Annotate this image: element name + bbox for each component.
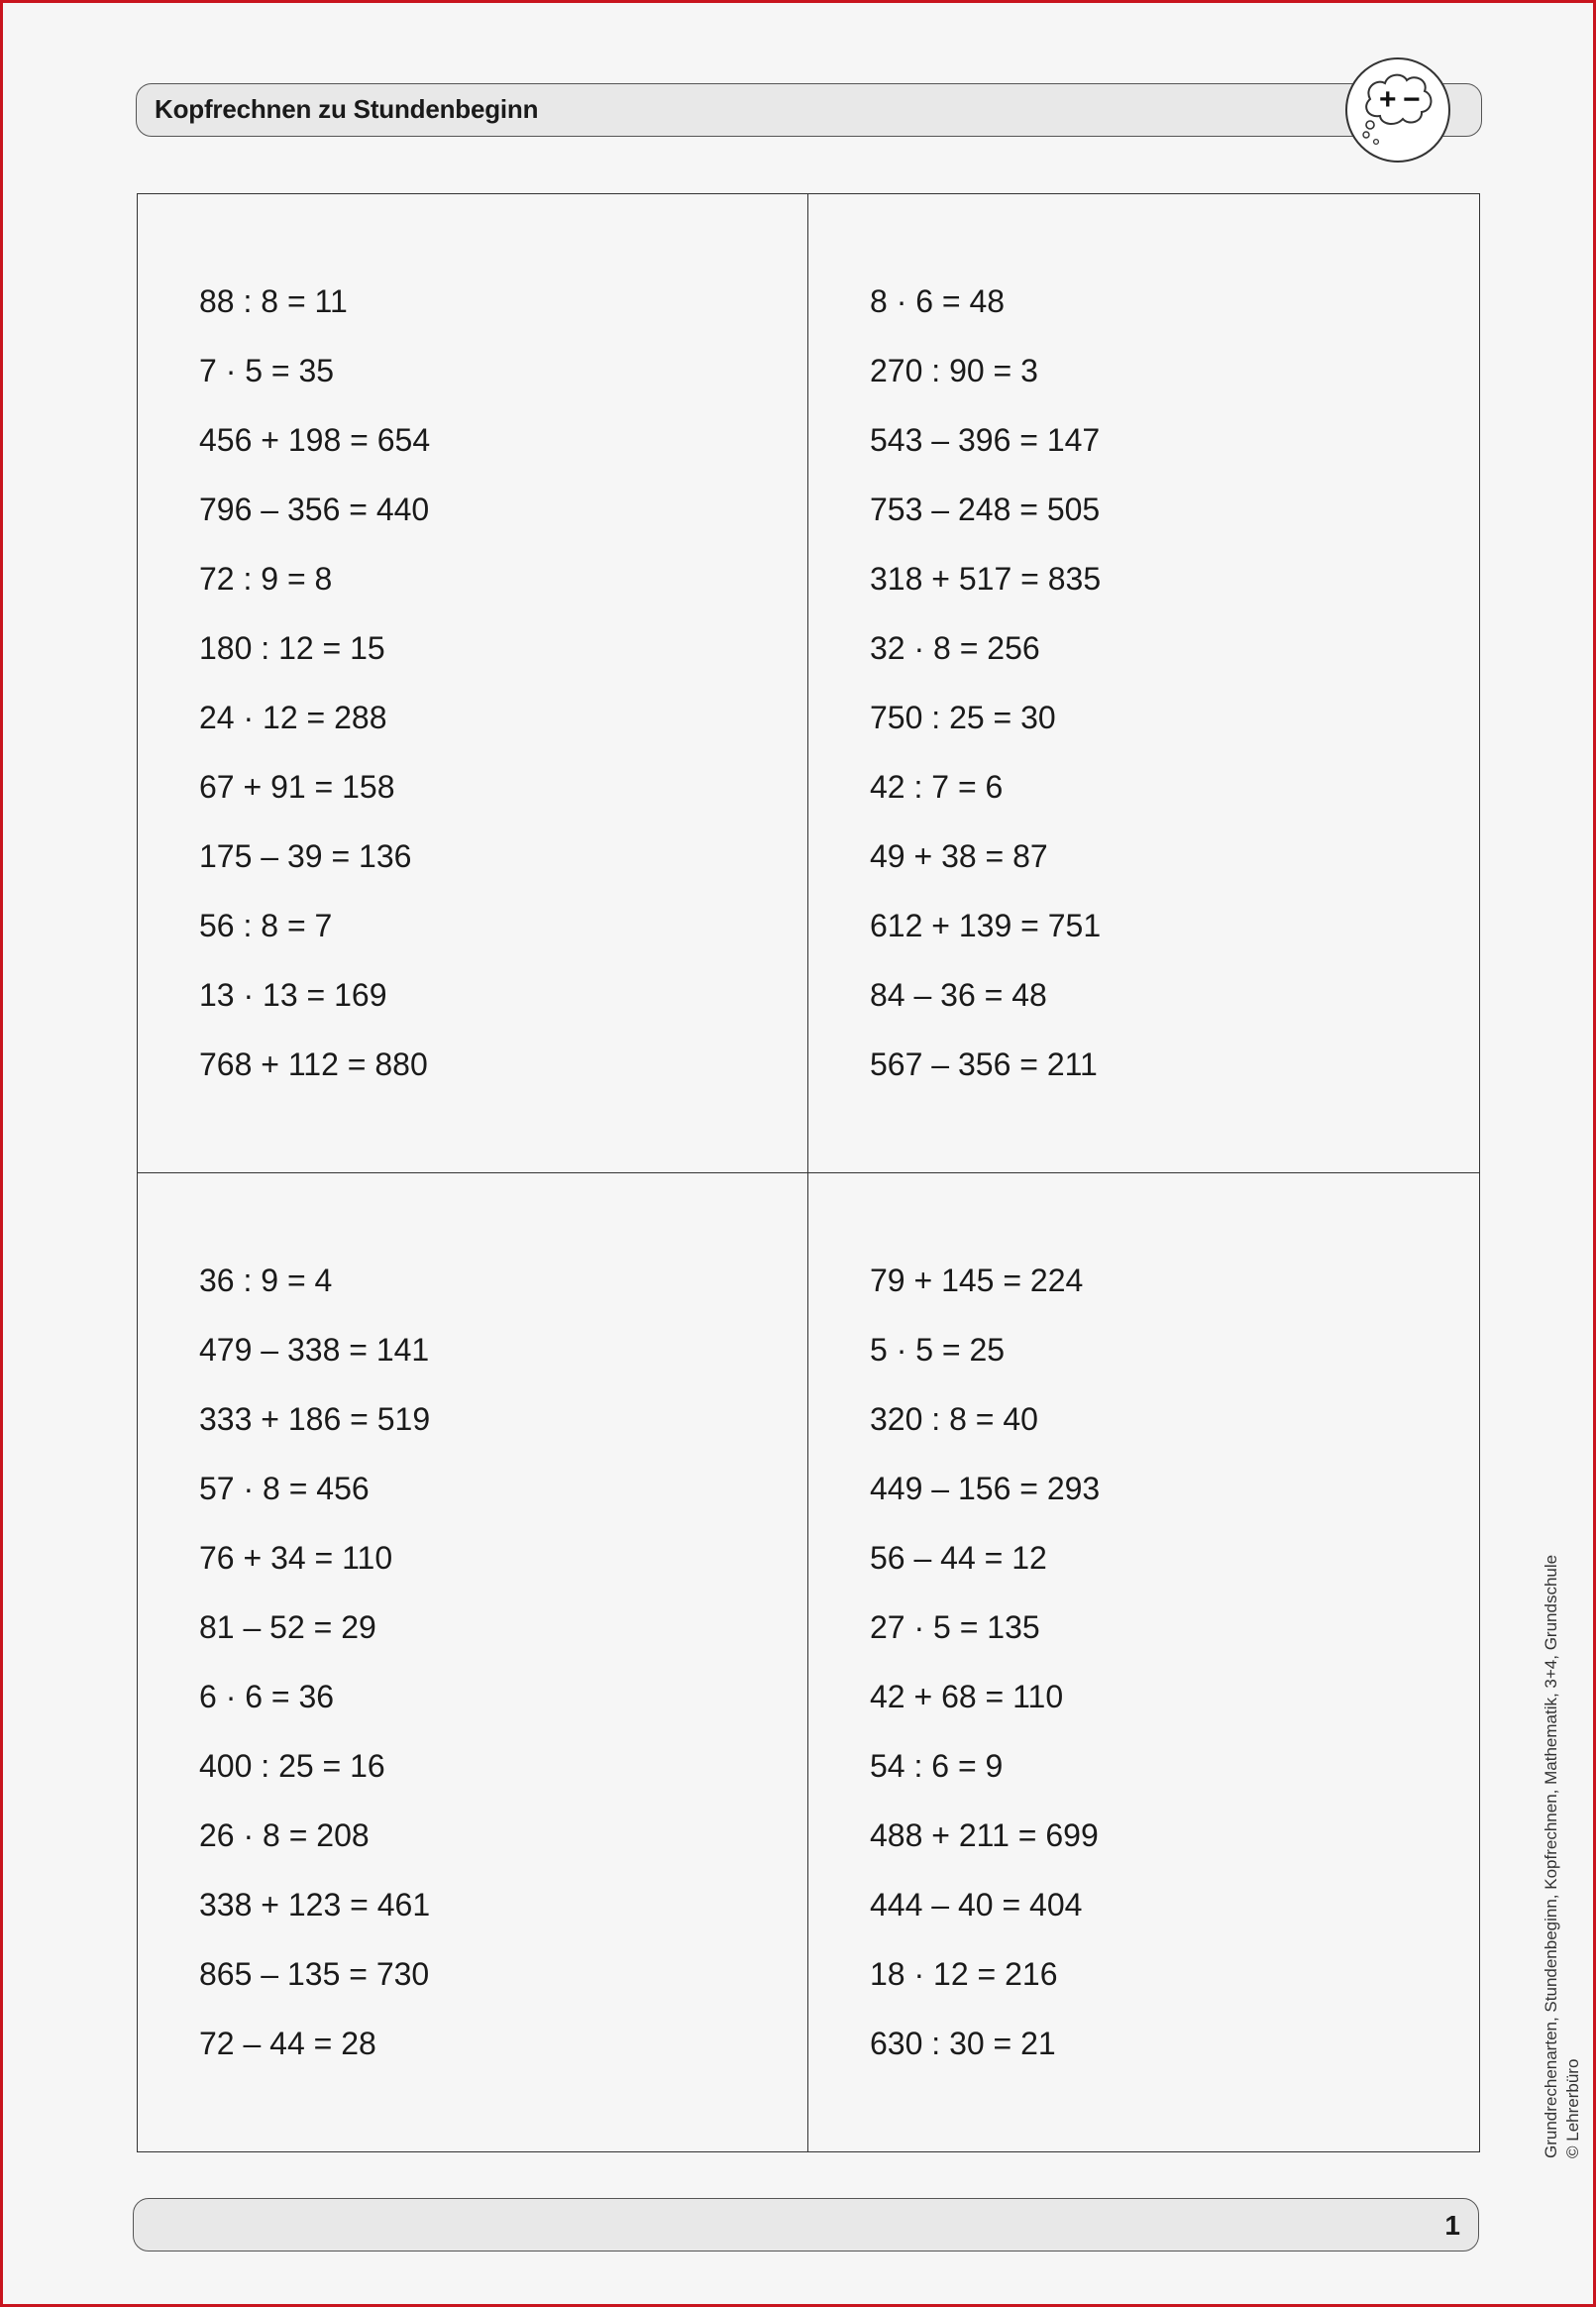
equation-list	[199, 1261, 430, 2093]
equation-item: 270 : 90 = 3	[870, 353, 1038, 388]
equation-item: 400 : 25 = 16	[199, 1747, 385, 1784]
equation-item: 72 – 44 = 28	[199, 2025, 376, 2061]
equation-item: 27 · 5 = 135	[870, 1608, 1040, 1645]
exercise-grid	[137, 193, 1480, 2152]
equation-item: 338 + 123 = 461	[199, 1886, 431, 1922]
equation-item: 333 + 186 = 519	[199, 1400, 431, 1437]
page-title: Kopfrechnen zu Stundenbeginn	[155, 94, 539, 124]
equation-item: 612 + 139 = 751	[870, 908, 1102, 943]
equation-item: 567 – 356 = 211	[870, 1046, 1098, 1082]
side-note-copyright: © Lehrerbüro	[1563, 2058, 1582, 2158]
equation-item: 449 – 156 = 293	[870, 1470, 1101, 1506]
equation-item: 72 : 9 = 8	[199, 561, 333, 597]
equation-item: 13 · 13 = 169	[199, 977, 387, 1013]
equation-item: 79 + 145 = 224	[870, 1262, 1084, 1298]
logo-minus: −	[1403, 83, 1421, 116]
equation-item: 175 – 39 = 136	[199, 838, 412, 874]
equation-item: 543 – 396 = 147	[870, 422, 1101, 458]
equation-item: 865 – 135 = 730	[199, 1955, 430, 1992]
quadrant-top-right	[808, 194, 1479, 1173]
equation-item: 84 – 36 = 48	[870, 977, 1047, 1013]
equation-item: 67 + 91 = 158	[199, 769, 395, 805]
equation-item: 630 : 30 = 21	[870, 2025, 1056, 2061]
equation-item: 42 : 7 = 6	[870, 769, 1004, 805]
equation-list	[870, 281, 1101, 1114]
equation-item: 56 : 8 = 7	[199, 908, 333, 943]
equation-item: 18 · 12 = 216	[870, 1955, 1058, 1992]
side-note-keywords: Grundrechenarten, Stundenbeginn, Kopfrechnen, Mathematik, 3+4, Grundschule	[1542, 1554, 1560, 2158]
plus-minus-thought-bubble-icon	[1343, 55, 1452, 165]
equation-item: 36 : 9 = 4	[199, 1262, 333, 1298]
equation-item: 488 + 211 = 699	[870, 1816, 1099, 1853]
equation-item: 42 + 68 = 110	[870, 1678, 1064, 1714]
equation-item: 320 : 8 = 40	[870, 1400, 1038, 1437]
equation-item: 180 : 12 = 15	[199, 630, 385, 666]
page-number: 1	[1444, 2210, 1460, 2241]
equation-item: 479 – 338 = 141	[199, 1331, 430, 1368]
equation-item: 8 · 6 = 48	[870, 283, 1006, 319]
equation-list	[199, 281, 430, 1114]
header-bar	[136, 83, 1482, 137]
equation-item: 49 + 38 = 87	[870, 838, 1048, 874]
equation-item: 88 : 8 = 11	[199, 283, 348, 319]
equation-item: 7 · 5 = 35	[199, 353, 335, 388]
equation-item: 32 · 8 = 256	[870, 630, 1040, 666]
logo-plus: +	[1379, 83, 1397, 116]
equation-item: 54 : 6 = 9	[870, 1747, 1004, 1784]
quadrant-bottom-left	[138, 1173, 808, 2152]
equation-item: 768 + 112 = 880	[199, 1046, 428, 1082]
equation-item: 750 : 25 = 30	[870, 700, 1056, 735]
equation-item: 24 · 12 = 288	[199, 700, 387, 735]
equation-item: 753 – 248 = 505	[870, 492, 1101, 527]
quadrant-top-left	[138, 194, 808, 1173]
equation-item: 796 – 356 = 440	[199, 492, 430, 527]
equation-item: 57 · 8 = 456	[199, 1470, 370, 1506]
equation-item: 56 – 44 = 12	[870, 1539, 1047, 1576]
equation-item: 6 · 6 = 36	[199, 1678, 335, 1714]
equation-item: 81 – 52 = 29	[199, 1608, 376, 1645]
equation-item: 76 + 34 = 110	[199, 1539, 393, 1576]
quadrant-bottom-right	[808, 1173, 1479, 2152]
equation-item: 26 · 8 = 208	[199, 1816, 370, 1853]
equation-list	[870, 1261, 1100, 2093]
equation-item: 318 + 517 = 835	[870, 561, 1102, 597]
side-note	[1541, 1555, 1584, 2158]
footer-bar	[133, 2198, 1479, 2252]
equation-item: 444 – 40 = 404	[870, 1886, 1083, 1922]
equation-item: 5 · 5 = 25	[870, 1331, 1006, 1368]
equation-item: 456 + 198 = 654	[199, 422, 431, 458]
